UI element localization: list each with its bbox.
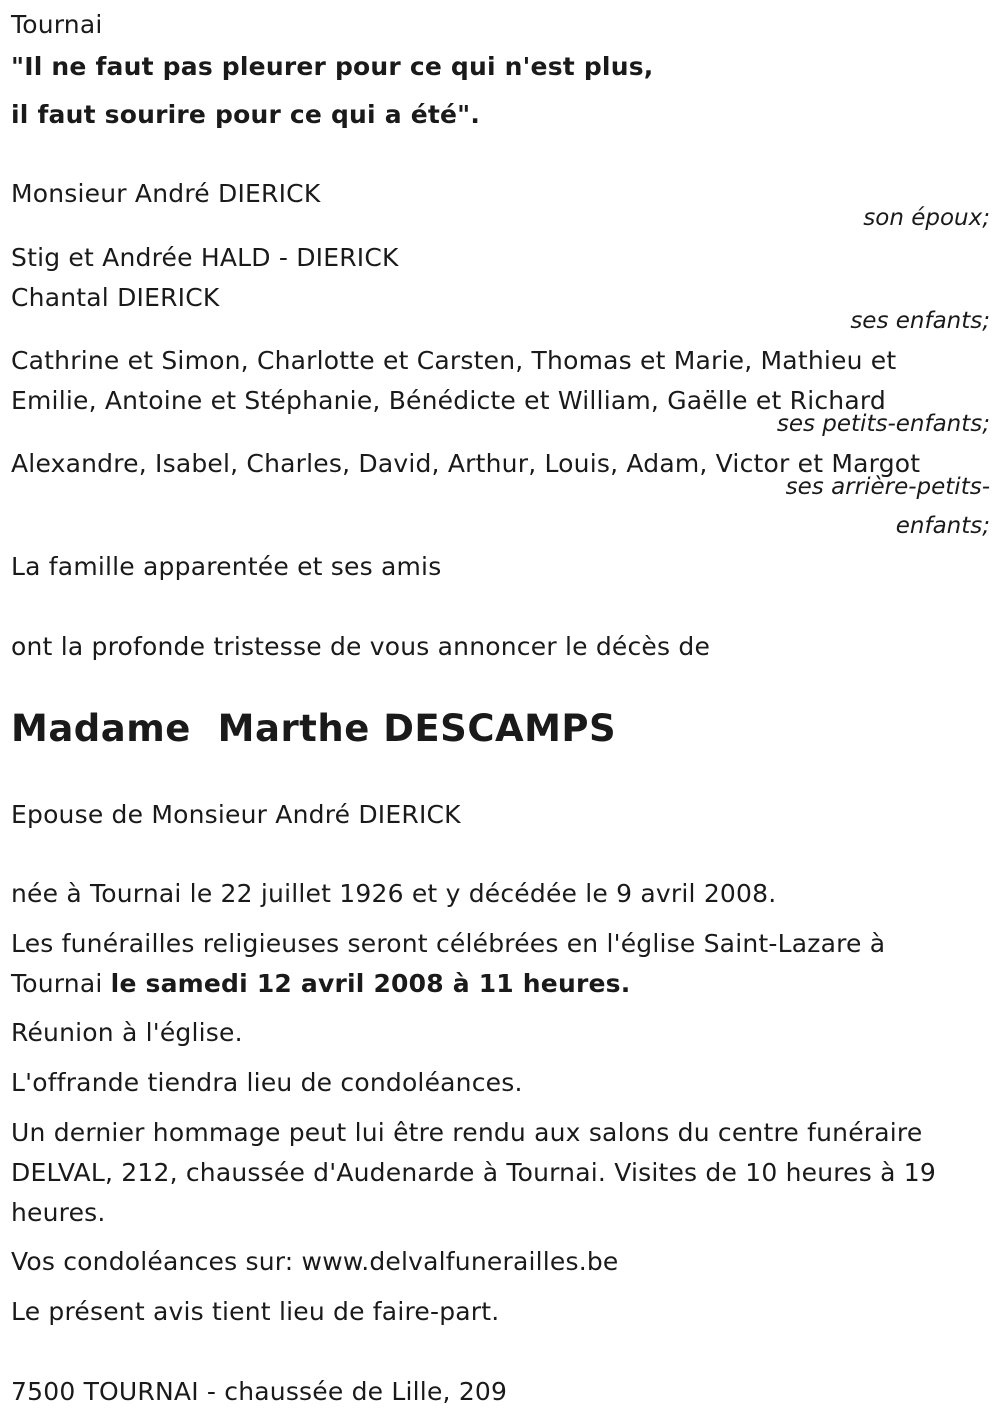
announcement-intro: ont la profonde tristesse de vous annoncer le décès de xyxy=(11,632,711,661)
grandchildren-line-2: Emilie, Antoine et Stéphanie, Bénédicte et William, Gaëlle et Richard xyxy=(11,386,886,415)
deceased-name: Madame Marthe DESCAMPS xyxy=(11,707,617,750)
meeting-note: Réunion à l'église. xyxy=(11,1018,243,1047)
funeral-line-1: Les funérailles religieuses seront célébrées en l'église Saint-Lazare à xyxy=(11,929,886,958)
children-line-2: Chantal DIERICK xyxy=(11,283,220,312)
great-grandchildren-role-line-2: enfants; xyxy=(895,513,990,539)
funeral-date-time: le samedi 12 avril 2008 à 11 heures. xyxy=(110,969,631,998)
extended-family: La famille apparentée et ses amis xyxy=(11,552,442,581)
city-heading: Tournai xyxy=(11,10,103,39)
children-line-1: Stig et Andrée HALD - DIERICK xyxy=(11,243,399,272)
tribute-line-1: Un dernier hommage peut lui être rendu aux salons du centre funéraire xyxy=(11,1118,923,1147)
spouse-name: Monsieur André DIERICK xyxy=(11,179,321,208)
tribute-line-3: heures. xyxy=(11,1198,106,1227)
great-grandchildren: Alexandre, Isabel, Charles, David, Arthur, Louis, Adam, Victor et Margot xyxy=(11,449,921,478)
grandchildren-role: ses petits-enfants; xyxy=(776,411,990,437)
offering-note: L'offrande tiendra lieu de condoléances. xyxy=(11,1068,523,1097)
condolences-website: Vos condoléances sur: www.delvalfunerailles.be xyxy=(11,1247,619,1276)
funeral-location-text: Tournai xyxy=(11,969,111,998)
address: 7500 TOURNAI - chaussée de Lille, 209 xyxy=(11,1377,508,1406)
quote-line-1: "Il ne faut pas pleurer pour ce qui n'est plus, xyxy=(11,52,654,81)
birth-death: née à Tournai le 22 juillet 1926 et y décédée le 9 avril 2008. xyxy=(11,879,777,908)
grandchildren-line-1: Cathrine et Simon, Charlotte et Carsten, Thomas et Marie, Mathieu et xyxy=(11,346,897,375)
children-role: ses enfants; xyxy=(850,308,990,334)
tribute-line-2: DELVAL, 212, chaussée d'Audenarde à Tournai. Visites de 10 heures à 19 xyxy=(11,1158,936,1187)
spouse-role: son époux; xyxy=(863,205,990,231)
great-grandchildren-role-line-1: ses arrière-petits- xyxy=(785,474,990,500)
funeral-line-2 xyxy=(11,964,630,1004)
quote-line-2: il faut sourire pour ce qui a été". xyxy=(11,100,481,129)
spouse-of: Epouse de Monsieur André DIERICK xyxy=(11,800,461,829)
notice-statement: Le présent avis tient lieu de faire-part. xyxy=(11,1297,500,1326)
